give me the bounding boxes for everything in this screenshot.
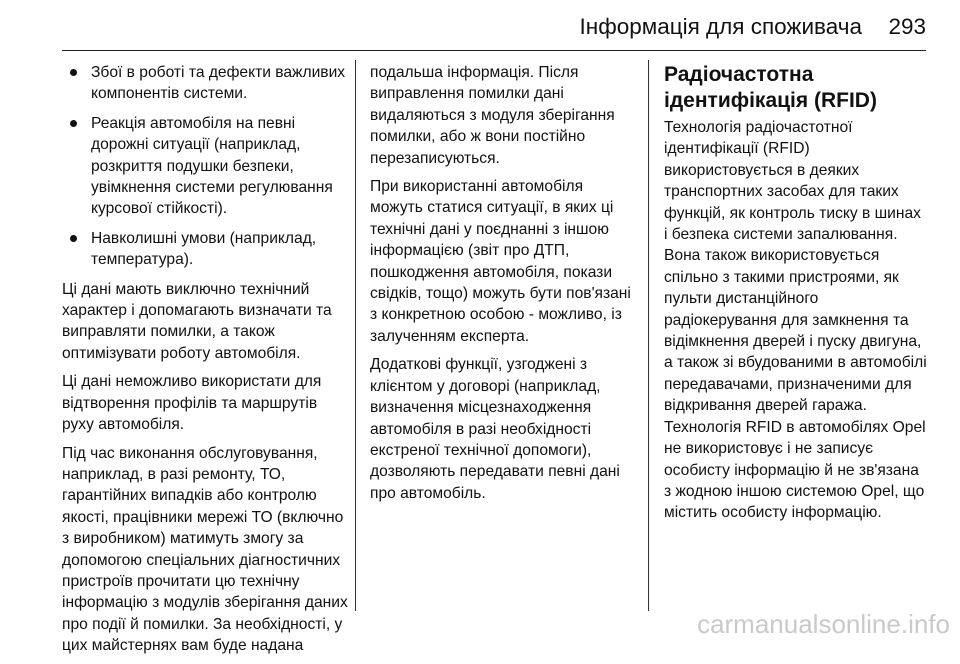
section-title: Радіочастотна ідентифікація (RFID): [664, 63, 877, 112]
list-item-text: Збої в роботі та дефекти важливих компонентів системи.: [91, 64, 346, 103]
paragraph: подальша інформація. Після виправлення помилки дані видаляються з модуля зберігання помилки, або ж вони постійно перезаписуються.: [370, 64, 615, 167]
column-left: [62, 62, 348, 664]
list-item-text: Реакція автомобіля на певні дорожні ситуації (наприклад, розкриття подушки безпеки, увімкнення системи регулювання курсової стійкості).: [91, 114, 333, 218]
list-item: [62, 113, 348, 220]
bullet-list: [62, 62, 348, 271]
paragraph: Під час виконання обслуговування, наприклад, в разі ремонту, ТО, гарантійних випадків або контролю якості, працівники мережі ТО (включно з виробником) матимуть змогу за допомогою спеціальних діагностичних пристроїв прочитати цю технічну інформацію з модулів зберігання даних про події й помилки. За необхідності, у цих майстернях вам буде надана: [62, 444, 348, 655]
page-number: 293: [888, 14, 926, 39]
list-item: [62, 228, 348, 271]
header-divider: [62, 50, 926, 51]
column-divider-2: [648, 60, 649, 611]
bullet-icon: [70, 235, 77, 242]
list-item: [62, 62, 348, 105]
paragraph: Ці дані неможливо використати для відтворення профілів та маршрутів руху автомобіля.: [62, 373, 322, 434]
column-middle: [370, 62, 632, 511]
paragraph: Технологія радіочастотної ідентифікації (RFID) використовується в деяких транспортних засобах для таких функцій, як контроль тиску в шинах і безпека системи запалювання. Вона також використовується спільно з такими пристроями, як пульти дистанційного радіокерування для замкнення та відімкнення дверей і пуску двигуна, а також зі вбудованими в автомобілі передавачами, призначеними для відкривання дверей гаража. Технологія RFID в автомобілях Opel не використовує і не записує особисту інформацію й не зв'язана з жодною іншою системою Opel, що містить особисту інформацію.: [664, 119, 927, 522]
column-right: [664, 62, 928, 531]
bullet-icon: [70, 120, 77, 127]
paragraph: Додаткові функції, узгоджені з клієнтом у договорі (наприклад, визначення місцезнаходження автомобіля в разі необхідності екстреної технічної допомоги), дозволяють передавати певні дані про автомобіль.: [370, 356, 620, 502]
bullet-icon: [70, 69, 77, 76]
paragraph: Ці дані мають виключно технічний характер і допомагають визначати та виправляти помилки, а також оптимізувати роботу автомобіля.: [62, 280, 332, 362]
page-title: Інформація для споживача: [579, 14, 862, 39]
paragraph: При використанні автомобіля можуть статися ситуації, в яких ці технічні дані у поєднанні з іншою інформацією (звіт про ДТП, пошкодження автомобіля, покази свідків, тощо) можуть бути пов'язані з конкретною особою - можливо, із залученням експерта.: [370, 178, 631, 345]
column-divider-1: [355, 60, 356, 611]
list-item-text: Навколишні умови (наприклад, температура).: [91, 229, 317, 269]
watermark: carmanualsonline.info: [697, 609, 950, 639]
page-header: [0, 0, 960, 52]
